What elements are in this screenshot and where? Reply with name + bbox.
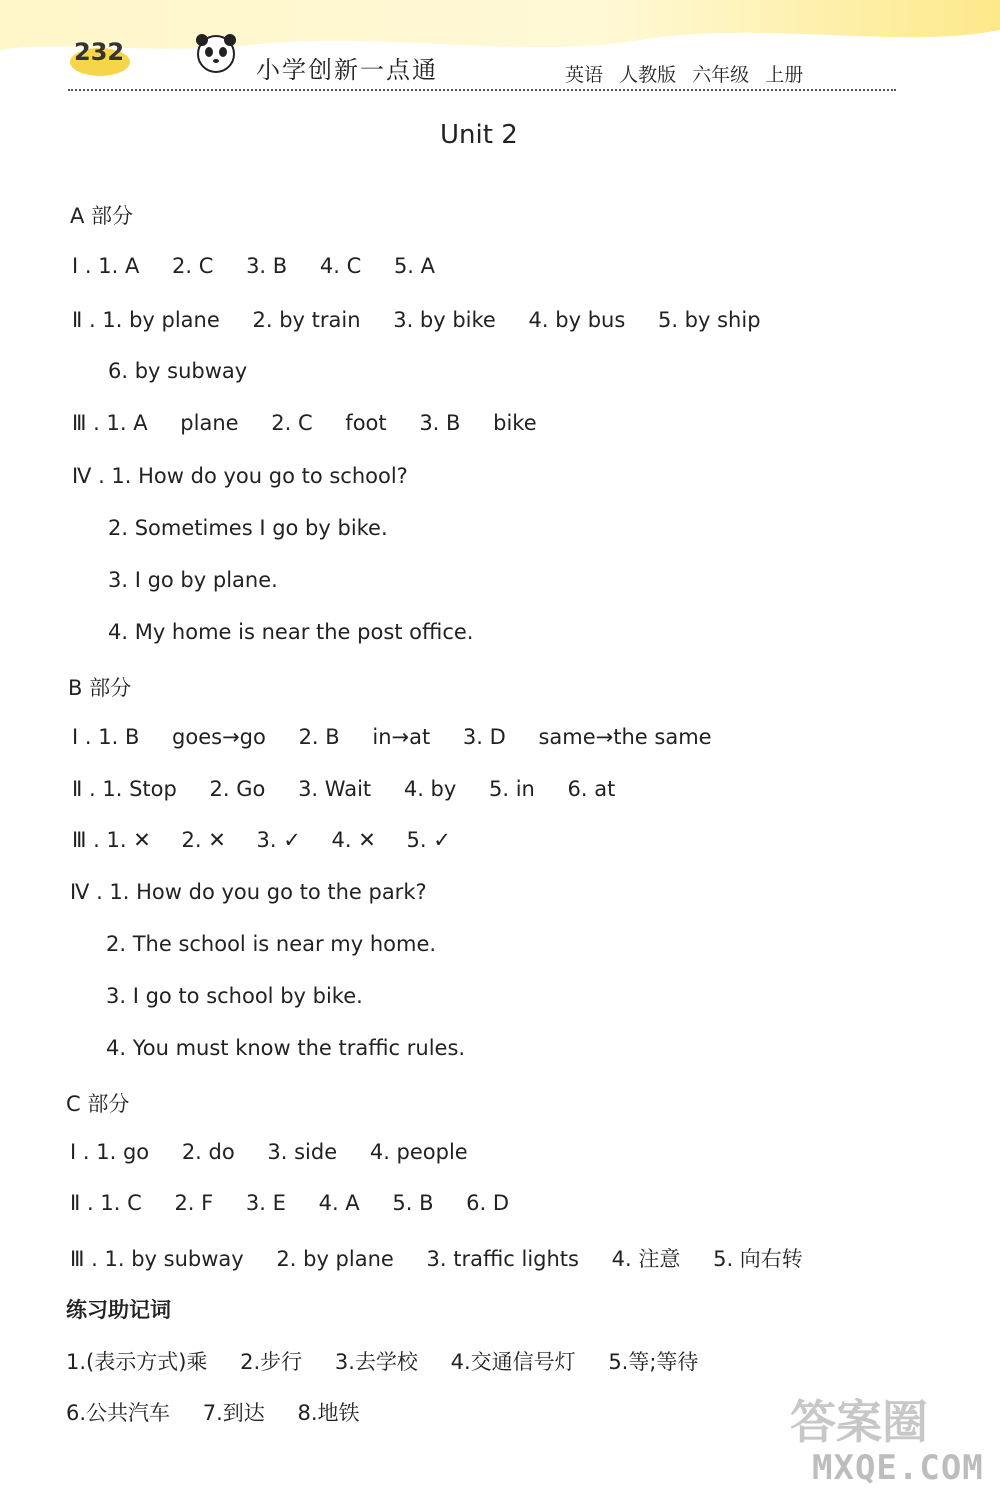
answer-item: 4. 注意 <box>611 1247 681 1271</box>
answer-item: 3. D <box>462 725 506 749</box>
question-number: Ⅲ <box>70 1247 85 1271</box>
answer-item: in→at <box>372 725 431 749</box>
question-number: Ⅰ <box>72 254 79 278</box>
book-title: 小学创新一点通 <box>256 56 438 84</box>
vocab-item: 2.步行 <box>240 1350 303 1374</box>
section-a-q3: Ⅲ . 1. A plane 2. C foot 3. B bike <box>72 411 537 435</box>
section-b-q2: Ⅱ . 1. Stop 2. Go 3. Wait 4. by 5. in 6. at <box>72 777 616 801</box>
section-b-heading: B 部分 <box>68 676 132 700</box>
watermark-logo: 答案圈 <box>790 1395 928 1449</box>
section-b-q3: Ⅲ . 1. ✕ 2. ✕ 3. ✓ 4. ✕ 5. ✓ <box>72 828 451 852</box>
question-number: Ⅱ <box>72 308 83 332</box>
answer-sentence: 1. How do you go to school? <box>111 464 408 488</box>
vocab-item: 4.交通信号灯 <box>450 1350 576 1374</box>
answer-item: 6. D <box>466 1191 510 1215</box>
answer-item: 2. B <box>298 725 340 749</box>
vocab-line-1 <box>66 1346 724 1376</box>
answer-item: 4. by bus <box>528 308 626 332</box>
answer-item: goes→go <box>172 725 266 749</box>
section-b-q4: Ⅳ . 1. How do you go to the park? <box>70 880 427 904</box>
answer-sentence: 4. My home is near the post office. <box>108 620 474 644</box>
answer-item: 3. B <box>419 411 461 435</box>
answer-sentence: 4. You must know the traffic rules. <box>106 1036 466 1060</box>
book-meta <box>565 60 813 87</box>
check-mark-item: 3. ✓ <box>256 828 301 852</box>
answer-item: 5. B <box>392 1191 434 1215</box>
section-a-heading: A 部分 <box>70 204 134 228</box>
answer-item: 1. go <box>96 1140 150 1164</box>
answer-sentence: 2. Sometimes I go by bike. <box>108 516 388 540</box>
header-divider <box>68 89 896 91</box>
answer-item: 3. E <box>245 1191 286 1215</box>
vocab-item: 3.去学校 <box>334 1350 418 1374</box>
vocab-item: 7.到达 <box>202 1401 265 1425</box>
vocab-heading: 练习助记词 <box>66 1298 171 1322</box>
edition-label: 人教版 <box>619 64 677 86</box>
question-number: Ⅱ <box>72 777 83 801</box>
answer-item: 2. F <box>174 1191 214 1215</box>
answer-sentence: 2. The school is near my home. <box>106 932 437 956</box>
question-number: Ⅱ <box>70 1191 81 1215</box>
watermark-url: MXQE.COM <box>812 1448 984 1488</box>
section-b-q1: Ⅰ . 1. B goes→go 2. B in→at 3. D same→the same <box>72 725 712 749</box>
answer-item: 1. A <box>106 411 148 435</box>
grade-label: 六年级 <box>692 64 750 86</box>
answer-item: foot <box>345 411 387 435</box>
answer-item: 1. by subway <box>104 1247 244 1271</box>
answer-item: 4. A <box>318 1191 360 1215</box>
answer-item: 2. do <box>181 1140 235 1164</box>
vocab-item: 5.等;等待 <box>608 1350 699 1374</box>
check-mark-item: 5. ✓ <box>406 828 451 852</box>
answer-item: 2. C <box>172 254 214 278</box>
question-number: Ⅲ <box>72 828 87 852</box>
answer-item: 3. Wait <box>298 777 372 801</box>
answer-item: 2. by train <box>252 308 361 332</box>
volume-label: 上册 <box>765 64 804 86</box>
answer-item: plane <box>180 411 239 435</box>
answer-item: 2. C <box>271 411 313 435</box>
question-number: Ⅲ <box>72 411 87 435</box>
section-a-q2-cont <box>108 359 273 383</box>
answer-item: bike <box>493 411 537 435</box>
answer-item: 2. by plane <box>276 1247 394 1271</box>
vocab-item: 1.(表示方式)乘 <box>66 1350 208 1374</box>
answer-sentence: 3. I go to school by bike. <box>106 984 363 1008</box>
check-mark-item: 4. ✕ <box>331 828 376 852</box>
check-mark-item: 2. ✕ <box>181 828 226 852</box>
header-banner <box>0 0 1000 90</box>
section-c-heading: C 部分 <box>66 1092 130 1116</box>
answer-item: 3. B <box>246 254 288 278</box>
answer-item: 6. by subway <box>108 359 248 383</box>
answer-item: 3. side <box>267 1140 338 1164</box>
answer-item: 3. traffic lights <box>426 1247 579 1271</box>
vocab-line-2 <box>66 1397 386 1427</box>
answer-item: 5. in <box>489 777 535 801</box>
section-c-q3: Ⅲ . 1. by subway 2. by plane 3. traffic lights 4. 注意 5. 向右转 <box>70 1247 803 1271</box>
subject-label: 英语 <box>565 64 604 86</box>
answer-sentence: 1. How do you go to the park? <box>109 880 427 904</box>
answer-item: 5. by ship <box>657 308 761 332</box>
question-number: Ⅰ <box>72 725 79 749</box>
section-c-q1: Ⅰ . 1. go 2. do 3. side 4. people <box>70 1140 468 1164</box>
answer-item: 5. A <box>393 254 436 278</box>
check-mark-item: 1. ✕ <box>106 828 151 852</box>
section-a-q1: Ⅰ . 1. A 2. C 3. B 4. C 5. A <box>72 254 436 278</box>
answer-sentence: 3. I go by plane. <box>108 568 278 592</box>
answer-item: 1. by plane <box>102 308 220 332</box>
answer-item: 1. A <box>98 254 140 278</box>
question-number: Ⅰ <box>70 1140 77 1164</box>
unit-title: Unit 2 <box>440 120 518 150</box>
question-number: Ⅳ <box>72 464 92 488</box>
question-number: Ⅳ <box>70 880 90 904</box>
answer-item: 4. people <box>369 1140 468 1164</box>
answer-item: 1. Stop <box>102 777 177 801</box>
page-number: 232 <box>74 38 125 66</box>
answer-item: 4. by <box>403 777 457 801</box>
answer-item: 2. Go <box>209 777 266 801</box>
vocab-item: 8.地铁 <box>297 1401 360 1425</box>
vocab-item: 6.公共汽车 <box>66 1401 171 1425</box>
answer-item: 3. by bike <box>393 308 496 332</box>
answer-item: 1. B <box>98 725 140 749</box>
section-a-q4: Ⅳ . 1. How do you go to school? <box>72 464 408 488</box>
answer-item: 6. at <box>567 777 616 801</box>
answer-item: same→the same <box>538 725 712 749</box>
answer-item: 5. 向右转 <box>713 1247 803 1271</box>
answer-item: 1. C <box>100 1191 142 1215</box>
section-a-q2: Ⅱ . 1. by plane 2. by train 3. by bike 4. by bus 5. by ship <box>72 308 761 332</box>
answer-item: 4. C <box>319 254 362 278</box>
section-c-q2: Ⅱ . 1. C 2. F 3. E 4. A 5. B 6. D <box>70 1191 510 1215</box>
panda-mascot-icon <box>188 28 244 78</box>
